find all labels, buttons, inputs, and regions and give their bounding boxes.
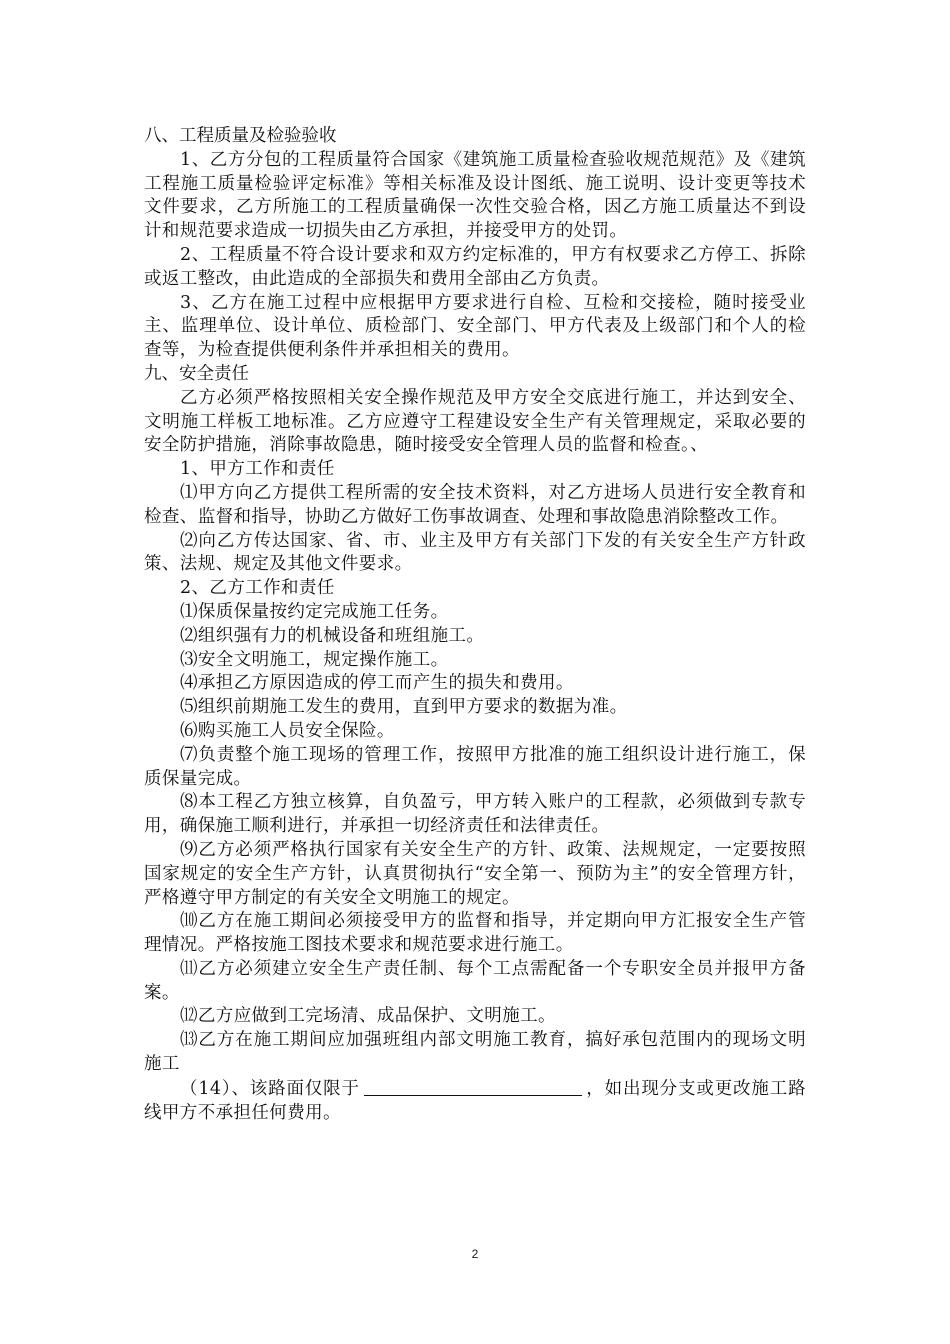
party-b-item: ⑹购买施工人员安全保险。 <box>180 720 395 741</box>
party-b-item: ⑾乙方必须建立安全生产责任制、每个工点需配备一个专职安全员并报甲方备案。 <box>144 958 806 1003</box>
section-8-paragraph-2: 2、工程质量不符合设计要求和双方约定标准的，甲方有权要求乙方停工、拆除或返工整改，由此造成的全部损失和费用全部由乙方负责。 <box>144 244 806 289</box>
party-b-item-14 <box>144 1077 806 1126</box>
document-page <box>144 125 806 1125</box>
party-b-heading: 2、乙方工作和责任 <box>180 578 335 599</box>
party-b-item: ⑵组织强有力的机械设备和班组施工。 <box>180 625 485 646</box>
party-b-item: ⑺负责整个施工现场的管理工作，按照甲方批准的施工组织设计进行施工，保质保量完成。 <box>144 744 806 789</box>
section-8-paragraph-3: 3、乙方在施工过程中应根据甲方要求进行自检、互检和交接检，随时接受业主、监理单位、设计单位、质检部门、安全部门、甲方代表及上级部门和个人的检查等，为检查提供便利条件并承担相关的费用。 <box>144 292 806 361</box>
party-b-item: ⑼乙方必须严格执行国家有关安全生产的方针、政策、法规规定，一定要按照国家规定的安全生产方针，认真贯彻执行“安全第一、预防为主”的安全管理方针，严格遵守甲方制定的有关安全文明施工的规定。 <box>144 839 806 908</box>
party-b-item: ⑶安全文明施工，规定操作施工。 <box>180 649 449 670</box>
party-b-item: ⑸组织前期施工发生的费用，直到甲方要求的数据为准。 <box>180 697 628 718</box>
item-14-suffix: ，如出现分支或更改施工路线甲方不承担任何费用。 <box>144 1078 806 1123</box>
section-9-heading: 九、安全责任 <box>144 363 249 384</box>
page-number: 2 <box>471 1247 479 1261</box>
party-a-heading: 1、甲方工作和责任 <box>180 459 335 480</box>
party-b-item: ⑴保质保量按约定完成施工任务。 <box>180 601 449 622</box>
party-a-item: ⑴甲方向乙方提供工程所需的安全技术资料，对乙方进场人员进行安全教育和检查、监督和指导，协助乙方做好工伤事故调查、处理和事故隐患消除整改工作。 <box>144 482 806 527</box>
party-b-item: ⑽乙方在施工期间必须接受甲方的监督和指导，并定期向甲方汇报安全生产管理情况。严格按施工图技术要求和规范要求进行施工。 <box>144 911 806 956</box>
party-a-item: ⑵向乙方传达国家、省、市、业主及甲方有关部门下发的有关安全生产方针政策、法规、规定及其他文件要求。 <box>144 530 806 575</box>
party-b-item: ⒀乙方在施工期间应加强班组内部文明施工教育，搞好承包范围内的现场文明施工 <box>144 1030 806 1075</box>
party-b-item: ⑷承担乙方原因造成的停工而产生的损失和费用。 <box>180 673 574 694</box>
section-9-intro: 乙方必须严格按照相关安全操作规范及甲方安全交底进行施工，并达到安全、文明施工样板工地标准。乙方应遵守工程建设安全生产有关管理规定，采取必要的安全防护措施，消除事故隐患，随时接受安全管理人员的监督和检查。、 <box>144 387 806 456</box>
section-8-paragraph-1: 1、乙方分包的工程质量符合国家《建筑施工质量检查验收规范规范》及《建筑工程施工质量检验评定标准》等相关标准及设计图纸、施工说明、设计变更等技术文件要求，乙方所施工的工程质量确保一次性交验合格，因乙方施工质量达不到设计和规范要求造成一切损失由乙方承担，并接受甲方的处罚。 <box>144 149 806 242</box>
party-b-item: ⑿乙方应做到工完场清、成品保护、文明施工。 <box>180 1006 556 1027</box>
fill-in-blank <box>364 1077 582 1096</box>
section-8-heading: 八、工程质量及检验验收 <box>144 126 337 146</box>
item-14-prefix: （14）、该路面仅限于 <box>180 1078 360 1099</box>
party-b-item: ⑻本工程乙方独立核算，自负盈亏，甲方转入账户的工程款，必须做到专款专用，确保施工顺利进行，并承担一切经济责任和法律责任。 <box>144 792 806 837</box>
